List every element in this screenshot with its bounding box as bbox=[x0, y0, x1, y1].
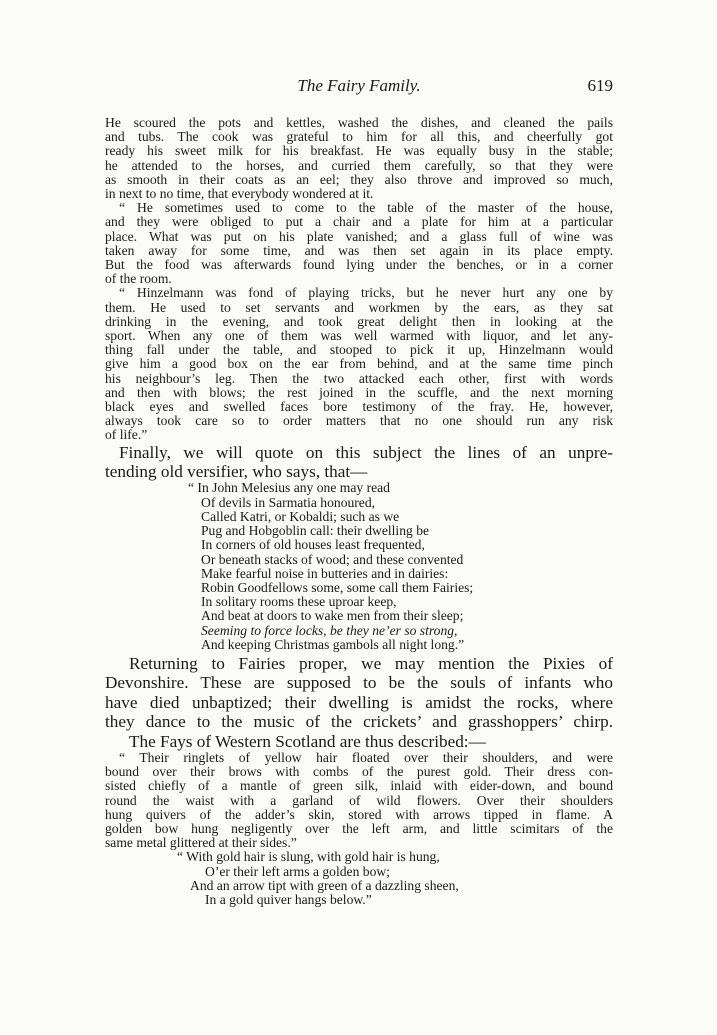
text-line: same metal glittered at their sides.” bbox=[105, 835, 297, 851]
text-line: of life.” bbox=[105, 427, 148, 443]
verse-line: And keeping Christmas gambols all night long.” bbox=[201, 636, 465, 652]
text-line: he attended to the horses, and curried them carefully, so that they were bbox=[105, 157, 613, 173]
text-line: taken away for some time, and was then set again in its place empty. bbox=[105, 242, 613, 258]
text-line: The Fays of Western Scotland are thus described:— bbox=[129, 731, 486, 751]
text-line: ready his sweet milk for his breakfast. He was equally busy in the stable; bbox=[105, 143, 613, 159]
paragraph-fays-intro bbox=[105, 732, 613, 751]
text-line: Devonshire. These are supposed to be the souls of infants who bbox=[105, 673, 613, 693]
verse-line: And beat at doors to wake men from their sleep; bbox=[201, 608, 464, 624]
text-line: place. What was put on his plate vanished; and a glass full of wine was bbox=[105, 228, 613, 244]
verse-line: Robin Goodfellows some, some call them Fairies; bbox=[201, 579, 474, 595]
text-line: Finally, we will quote on this subject the lines of an unpre- bbox=[119, 442, 613, 462]
paragraph-hinzelmann-tricks bbox=[105, 286, 613, 442]
text-line: have died unbaptized; their dwelling is amidst the rocks, where bbox=[105, 692, 613, 712]
text-line: sisted chiefly of a mantle of green silk, inlaid with eider-down, and bound bbox=[105, 778, 613, 794]
text-line: golden bow hung negligently over the left arm, and little scimitars of the bbox=[105, 820, 613, 836]
paragraph-hinzelmann-table bbox=[105, 201, 613, 215]
page-number: 619 bbox=[587, 76, 613, 95]
text-line: hung quivers of the adder’s skin, stored with arrows tipped in flame. A bbox=[105, 806, 613, 822]
paragraph-pixies bbox=[105, 654, 613, 732]
text-line: of the room. bbox=[105, 271, 172, 287]
text-line: round the waist with a garland of wild flowers. Over their shoulders bbox=[105, 792, 613, 808]
text-line: and then with blows; the rest joined in the scuffle, and the next morning bbox=[105, 384, 613, 400]
text-line: and they were obliged to put a chair and a plate for him at a particular bbox=[105, 214, 613, 230]
text-line: always took care so to order matters that no one should run any risk bbox=[105, 413, 613, 429]
text-line: “ He sometimes used to come to the table of the master of the house, bbox=[119, 200, 613, 216]
verse-line: “ With gold hair is slung, with gold hair is hung, bbox=[177, 849, 440, 865]
text-line: tending old versifier, who says, that— bbox=[105, 462, 368, 482]
paragraph-hinzelmann-chores bbox=[105, 116, 613, 201]
text-line: He scoured the pots and kettles, washed the dishes, and cleaned the pails bbox=[105, 115, 613, 130]
running-title: The Fairy Family. bbox=[297, 76, 421, 95]
text-line: black eyes and swelled faces bore testimony of the fray. He, however, bbox=[105, 399, 613, 415]
text-line: “ Hinzelmann was fond of playing tricks, but he never hurt any one by bbox=[119, 285, 613, 301]
verse-line: And an arrow tipt with green of a dazzling sheen, bbox=[190, 877, 459, 893]
verse-line: Of devils in Sarmatia honoured, bbox=[201, 494, 376, 510]
verse-line: O’er their left arms a golden bow; bbox=[205, 863, 390, 879]
verse-line: Or beneath stacks of wood; and these convented bbox=[201, 551, 464, 567]
verse-line: In solitary rooms these uproar keep, bbox=[201, 594, 397, 610]
verse-line: Pug and Hobgoblin call: their dwelling be bbox=[201, 523, 430, 539]
text-line: and tubs. The cook was grateful to him for all this, and cheerfully got bbox=[105, 129, 613, 145]
text-line: thing fall under the table, and stooped to pick it up, Hinzelmann would bbox=[105, 342, 613, 358]
paragraph-hinzelmann-table-cont bbox=[105, 215, 613, 286]
text-line: drinking in the evening, and took great delight then in looking at the bbox=[105, 313, 613, 329]
text-line: Returning to Fairies proper, we may mention the Pixies of bbox=[129, 653, 613, 673]
verse-line: “ In John Melesius any one may read bbox=[188, 480, 390, 496]
verse-line: Called Katri, or Kobaldi; such as we bbox=[201, 508, 400, 524]
paragraph-fays-description bbox=[105, 751, 613, 850]
paragraph-versifier-intro bbox=[105, 443, 613, 482]
text-line: “ Their ringlets of yellow hair floated over their shoulders, and were bbox=[119, 749, 613, 765]
verse-line: In a gold quiver hangs below.” bbox=[205, 891, 372, 907]
text-line: they dance to the music of the crickets’ and grasshoppers’ chirp. bbox=[105, 712, 613, 732]
page-header bbox=[105, 76, 613, 102]
verse-line: Seeming to force locks, be they ne’er so strong, bbox=[201, 622, 458, 638]
verse-katri-kobaldi bbox=[105, 481, 613, 651]
text-line: in next to no time, that everybody wondered at it. bbox=[105, 186, 374, 202]
text-line: his neighbour’s leg. Then the two attacked each other, first with words bbox=[105, 370, 613, 386]
text-line: sport. When any one of them was well warmed with liquor, and let any- bbox=[105, 328, 613, 344]
text-line: give him a good box on the ear from behind, and at the same time pinch bbox=[105, 356, 613, 372]
verse-line: Make fearful noise in butteries and in dairies: bbox=[201, 565, 449, 581]
verse-line: In corners of old houses least frequented, bbox=[201, 537, 425, 553]
text-line: them. He used to set servants and workmen by the ears, as they sat bbox=[105, 299, 613, 315]
verse-gold-hair bbox=[105, 850, 613, 907]
body-text bbox=[105, 116, 613, 907]
text-line: But the food was afterwards found lying under the benches, or in a corner bbox=[105, 257, 613, 273]
text-line: as smooth in their coats as an eel; they also throve and improved so much, bbox=[105, 171, 613, 187]
text-line: bound over their brows with combs of the purest gold. Their dress con- bbox=[105, 764, 613, 780]
